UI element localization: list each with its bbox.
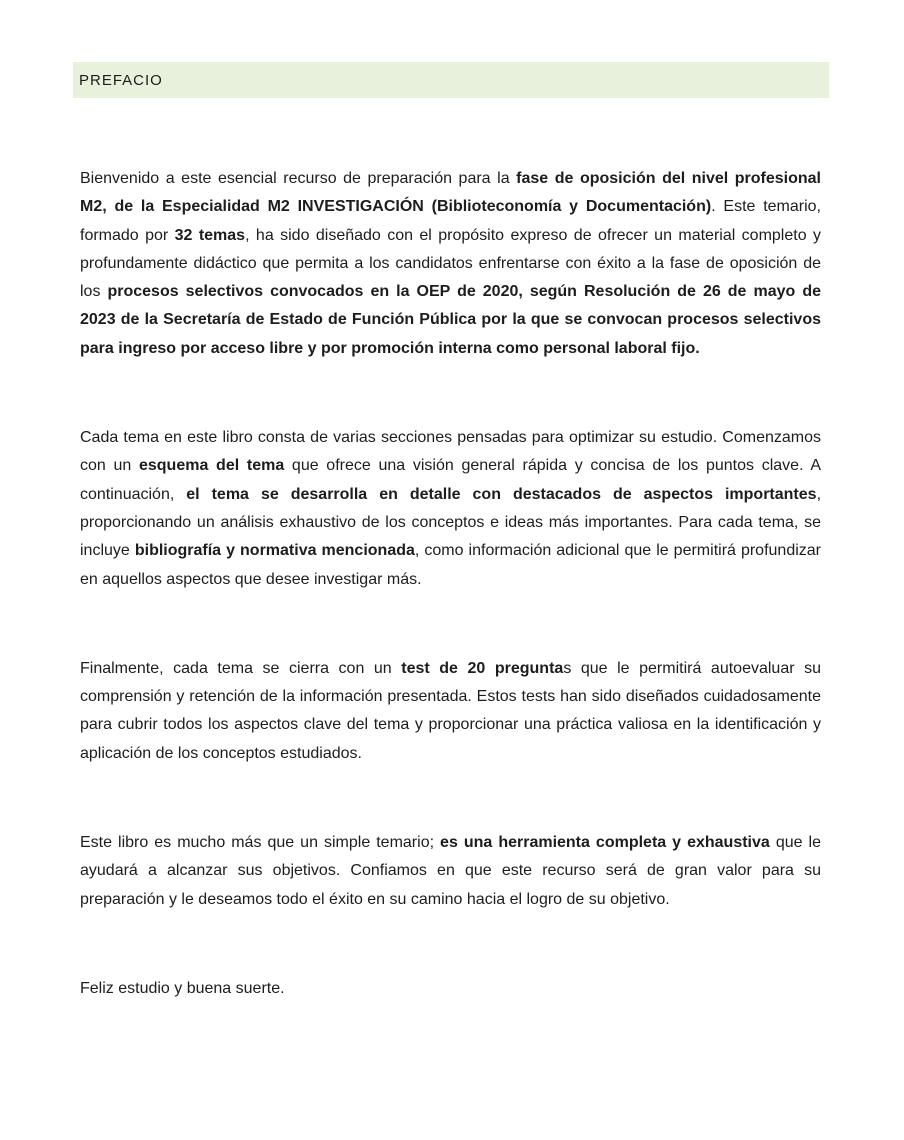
- preface-body: [80, 165, 821, 1003]
- text-run: Feliz estudio y buena suerte.: [80, 979, 285, 997]
- text-run: que ofrece una visión general rápida y concisa de los puntos clave. A continuación,: [80, 457, 821, 503]
- bold-text-run: bibliografía y normativa mencionada: [134, 542, 415, 560]
- bold-text-run: es una herramienta completa y exhaustiva: [440, 834, 770, 852]
- text-run: Bienvenido a este esencial recurso de preparación para la: [80, 170, 517, 187]
- paragraph: [80, 165, 821, 363]
- bold-text-run: procesos selectivos convocados en la OEP de 2020, según Resolución de 26 de mayo de 2023 de la Secretaría de Estado de Función Pública por la que se convocan procesos selectivos para ingreso por acceso libre y por promoción interna como personal laboral fijo.: [80, 283, 821, 357]
- bold-text-run: el tema se desarrolla en detalle con destacados de aspectos importantes: [186, 485, 817, 503]
- bold-text-run: fase de oposición del nivel profesional M2, de la Especialidad M2 INVESTIGACIÓN (Biblioteconomía y Documentación): [80, 170, 821, 216]
- text-run: . Este temario, formado por: [80, 198, 821, 244]
- text-run: , como información adicional que le permitirá profundizar en aquellos aspectos que desee investigar más.: [80, 542, 821, 588]
- text-run: , ha sido diseñado con el propósito expreso de ofrecer un material completo y profundamente didáctico que permita a los candidatos enfrentarse con éxito a la fase de oposición de los: [80, 226, 821, 301]
- text-run: s que le permitirá autoevaluar su comprensión y retención de la información presentada. Estos tests han sido diseñados cuidadosamente para cubrir todos los aspectos clave del tema y proporcionar una práctica valiosa en la identificación y aplicación de los conceptos estudiados.: [80, 659, 822, 762]
- text-run: Finalmente, cada tema se cierra con un: [80, 659, 402, 677]
- text-run: que le ayudará a alcanzar sus objetivos. Confiamos en que este recurso será de gran valor para su preparación y le deseamos todo el éxito en su camino hacia el logro de su objetivo.: [80, 834, 821, 908]
- text-run: , proporcionando un análisis exhaustivo de los conceptos e ideas más importantes. Para cada tema, se incluye: [80, 485, 822, 560]
- text-run: Este libro es mucho más que un simple temario;: [80, 834, 441, 852]
- bold-text-run: test de 20 pregunta: [401, 659, 564, 677]
- paragraph: [80, 975, 821, 1003]
- section-header: [73, 62, 829, 98]
- section-title: PREFACIO: [79, 71, 163, 89]
- bold-text-run: 32 temas: [174, 226, 246, 244]
- text-run: Cada tema en este libro consta de varias secciones pensadas para optimizar su estudio. Comenzamos con un: [80, 429, 821, 475]
- bold-text-run: esquema del tema: [138, 457, 285, 475]
- paragraph: [80, 655, 821, 768]
- paragraph: [80, 829, 821, 914]
- paragraph: [80, 424, 821, 594]
